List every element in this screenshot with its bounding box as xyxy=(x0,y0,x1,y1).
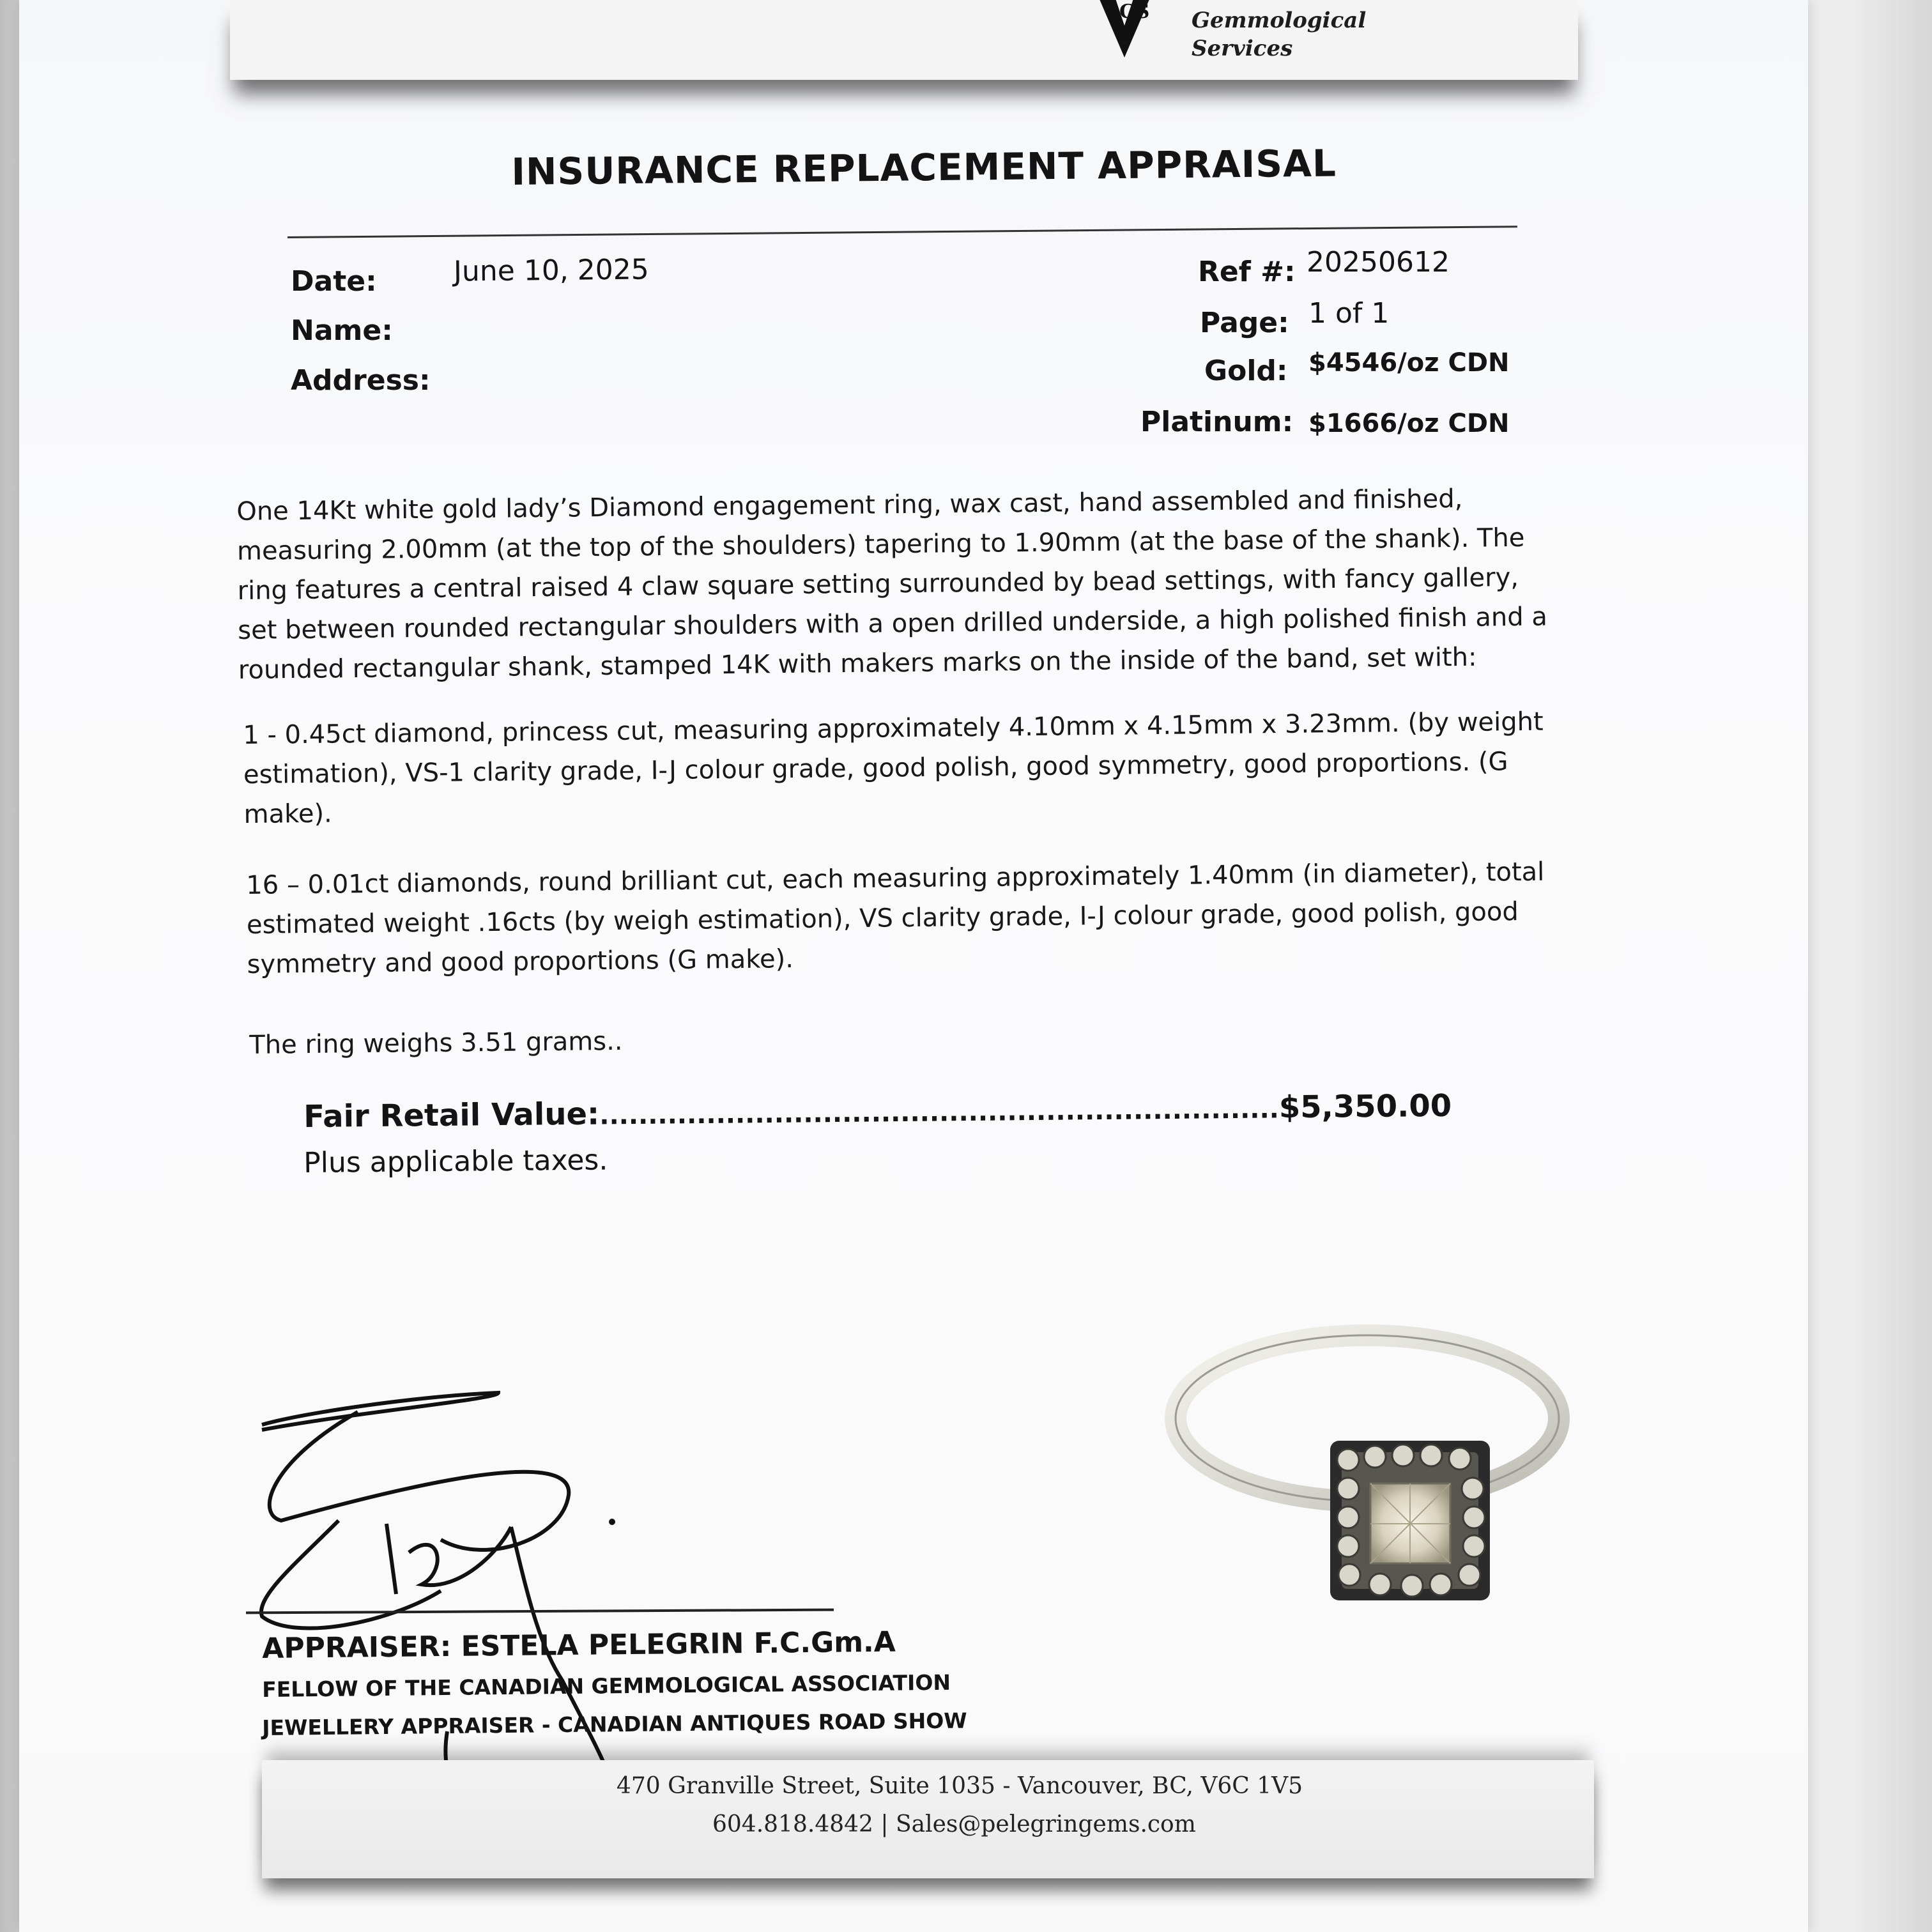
date-field xyxy=(291,265,377,298)
center-stone-description xyxy=(243,702,1544,834)
footer-address: 470 Granville Street, Suite 1035 - Vancouver, BC, V6C 1V5 xyxy=(617,1773,1303,1799)
gold-value: $4546/oz CDN xyxy=(1308,348,1510,378)
name-label: Name: xyxy=(291,314,393,347)
name-field xyxy=(291,314,393,347)
fair-retail-value-amount: $5,350.00 xyxy=(1278,1087,1452,1126)
ring-photo xyxy=(1150,1303,1584,1616)
logo-emblem-letters: GS xyxy=(1119,1,1150,23)
value-leader-dots: ...................................................................... xyxy=(599,1094,1280,1131)
side-stones-line: estimated weight .16cts (by weigh estimation), VS clarity grade, I-J colour grade, good polish, good xyxy=(246,897,1519,940)
weight-note: The ring weighs 3.51 grams.. xyxy=(249,1026,623,1060)
logo-line-2: Services xyxy=(1192,36,1293,61)
date-label: Date: xyxy=(291,265,377,298)
platinum-label: Platinum: xyxy=(1140,406,1294,438)
side-stones-description xyxy=(246,852,1545,985)
description-line: One 14Kt white gold lady’s Diamond engagement ring, wax cast, hand assembled and finished, xyxy=(236,484,1463,526)
footer-band xyxy=(262,1760,1594,1878)
page-label: Page: xyxy=(1200,307,1289,339)
taxes-note: Plus applicable taxes. xyxy=(303,1144,608,1179)
fair-retail-value-label: Fair Retail Value: xyxy=(303,1096,600,1135)
date-value: June 10, 2025 xyxy=(453,253,650,288)
address-label: Address: xyxy=(291,364,431,397)
footer-contact: 604.818.4842 | Sales@pelegringems.com xyxy=(712,1811,1196,1837)
company-logo xyxy=(1073,0,1367,64)
ref-label: Ref #: xyxy=(1198,256,1296,288)
address-field xyxy=(291,364,431,397)
appraiser-credential-1: FELLOW OF THE CANADIAN GEMMOLOGICAL ASSOCIATION xyxy=(262,1669,951,1702)
ring-description xyxy=(236,479,1548,690)
description-line: measuring 2.00mm (at the top of the shoulders) tapering to 1.90mm (at the base of the shank). The xyxy=(236,523,1525,566)
center-stone-line: estimation), VS-1 clarity grade, I-J colour grade, good polish, good symmetry, good proportions. (G xyxy=(243,747,1508,790)
appraiser-name: APPRAISER: ESTELA PELEGRIN F.C.Gm.A xyxy=(262,1625,896,1665)
platinum-value: $1666/oz CDN xyxy=(1308,409,1510,438)
description-line: rounded rectangular shank, stamped 14K with makers marks on the inside of the band, set with: xyxy=(238,642,1477,685)
logo-wordmark xyxy=(1192,6,1366,63)
document-title: INSURANCE REPLACEMENT APPRAISAL xyxy=(511,141,1337,194)
side-stones-line: symmetry and good proportions (G make). xyxy=(247,944,794,979)
description-line: set between rounded rectangular shoulders with a open drilled underside, a high polished finish and a xyxy=(238,602,1548,645)
appraiser-credential-2: JEWELLERY APPRAISER - CANADIAN ANTIQUES ROAD SHOW xyxy=(262,1708,967,1740)
logo-line-1: Gemmological xyxy=(1192,8,1367,33)
ref-value: 20250612 xyxy=(1307,246,1450,279)
center-stone-line: make). xyxy=(243,799,333,829)
center-stone-line: 1 - 0.45ct diamond, princess cut, measuring approximately 4.10mm x 4.15mm x 3.23mm. (by weight xyxy=(243,707,1544,750)
description-line: ring features a central raised 4 claw square setting surrounded by bead settings, with fancy gallery, xyxy=(237,562,1519,606)
page-value: 1 of 1 xyxy=(1308,297,1390,330)
diamond-logo-icon xyxy=(1073,0,1176,57)
side-stones-line: 16 – 0.01ct diamonds, round brilliant cut, each measuring approximately 1.40mm (in diameter), total xyxy=(246,857,1545,900)
header-band xyxy=(230,0,1578,80)
gold-label: Gold: xyxy=(1204,355,1288,387)
